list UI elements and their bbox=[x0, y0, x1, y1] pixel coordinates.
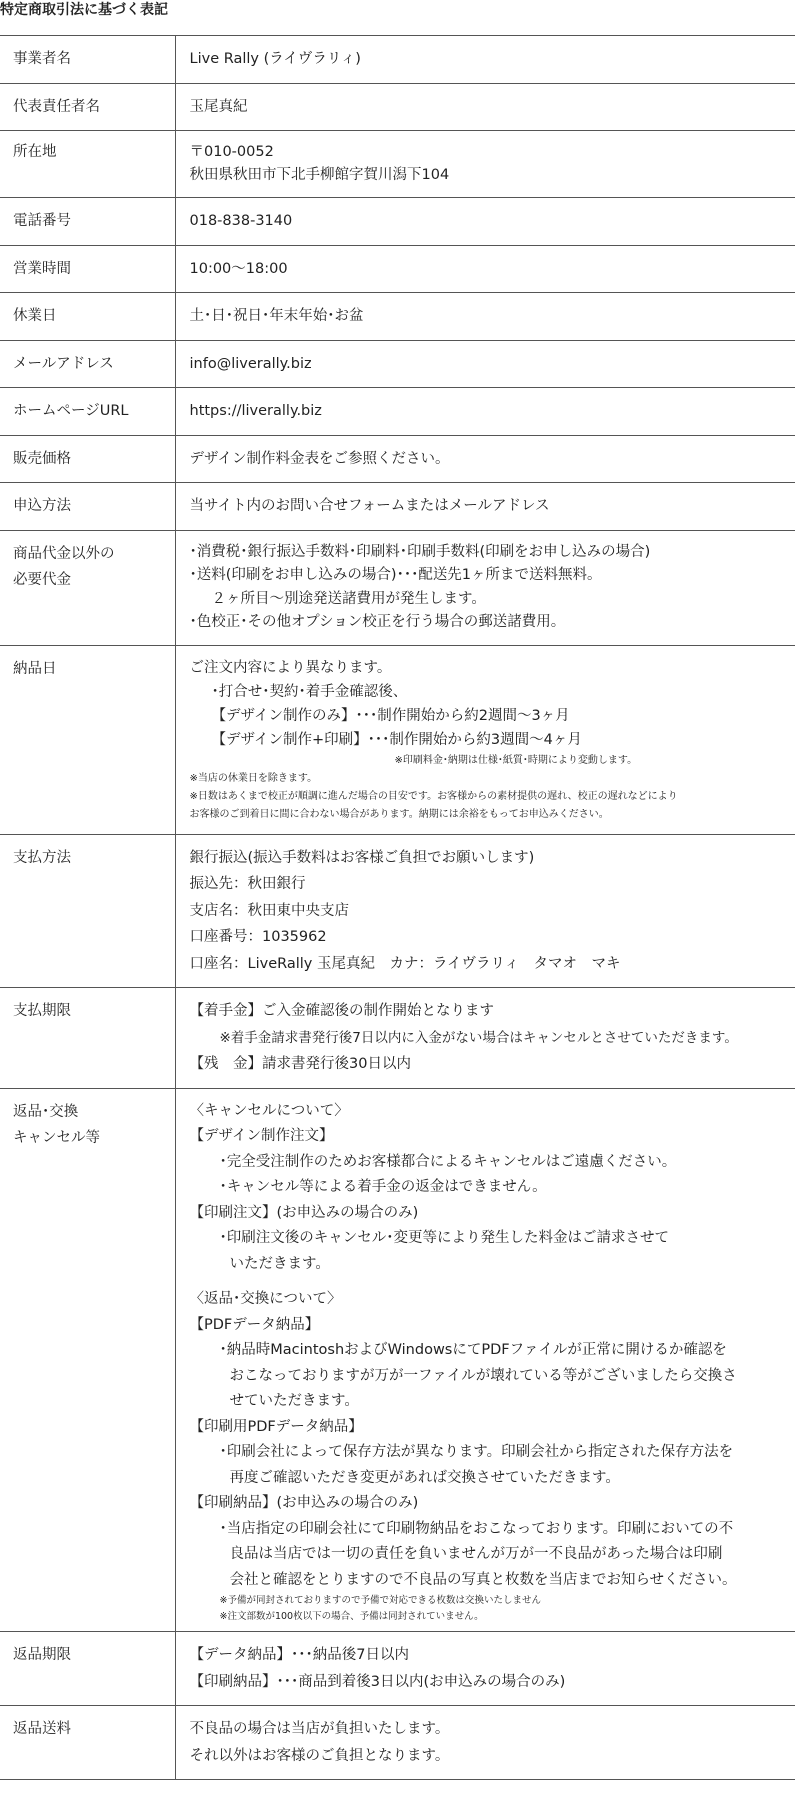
row-phone bbox=[0, 198, 795, 246]
row-value: デザイン制作料金表をご参照ください。 bbox=[189, 450, 450, 467]
row-label: 必要代金 bbox=[13, 572, 71, 588]
row-value: それ以外はお客様のご負担となります。 bbox=[189, 1747, 450, 1764]
row-value: 再度ご確認いただき変更があれば交換させていただきます。 bbox=[229, 1469, 620, 1486]
row-value: 10:00～18:00 bbox=[189, 260, 288, 277]
row-label: 電話番号 bbox=[0, 198, 175, 246]
row-value: ･色校正･その他オプション校正を行う場合の郵送諸費用。 bbox=[189, 614, 566, 630]
row-returns bbox=[0, 1088, 795, 1632]
row-payment bbox=[0, 834, 795, 988]
row-label: 営業時間 bbox=[0, 245, 175, 293]
row-value: 口座名：LiveRally 玉尾真紀 カナ：ライヴラリィ タマオ マキ bbox=[189, 955, 621, 972]
row-value: せていただきます。 bbox=[229, 1393, 359, 1409]
row-value: ご注文内容により異なります。 bbox=[189, 659, 392, 676]
row-business bbox=[0, 36, 795, 84]
row-label: 休業日 bbox=[0, 293, 175, 341]
row-label: 支払方法 bbox=[0, 834, 175, 988]
row-label: ホームページURL bbox=[0, 388, 175, 436]
row-value: ･印刷注文後のキャンセル･変更等により発生した料金はご請求させて bbox=[219, 1230, 669, 1246]
row-value: ･完全受注制作のためお客様都合によるキャンセルはご遠慮ください。 bbox=[219, 1153, 677, 1170]
row-email bbox=[0, 340, 795, 388]
sub-heading: 【印刷用PDFデータ納品】 bbox=[189, 1418, 363, 1435]
complex-rows bbox=[0, 530, 795, 1780]
row-return-deadline bbox=[0, 1632, 795, 1706]
page-title: 特定商取引法に基づく表記 bbox=[0, 2, 168, 18]
row-value: 玉尾真紀 bbox=[189, 98, 248, 115]
row-note: お客様のご到着日に間に合わない場合があります。納期には余裕をもってお申込みください。 bbox=[189, 808, 609, 820]
row-label: 所在地 bbox=[0, 131, 175, 198]
row-holiday bbox=[0, 293, 795, 341]
row-value: 良品は当店では一切の責任を負いませんが万が一不良品があった場合は印刷 bbox=[229, 1546, 723, 1562]
row-label: 納品日 bbox=[0, 645, 175, 834]
row-value: ･キャンセル等による着手金の返金はできません。 bbox=[219, 1179, 547, 1195]
row-hours bbox=[0, 245, 795, 293]
row-price bbox=[0, 435, 795, 483]
sub-heading: 【PDFデータ納品】 bbox=[189, 1316, 320, 1333]
row-value: ･打合せ･契約･着手金確認後、 bbox=[211, 683, 408, 700]
row-value: 〒010-0052 bbox=[189, 144, 274, 160]
row-value: 土･日･祝日･年末年始･お盆 bbox=[189, 308, 364, 324]
row-value: Live Rally (ライヴラリィ) bbox=[189, 51, 361, 67]
legal-notice-table bbox=[0, 35, 795, 1780]
row-value: ･消費税･銀行振込手数料･印刷料･印刷手数料(印刷をお申し込みの場合) bbox=[189, 543, 651, 560]
row-label: 返品期限 bbox=[0, 1632, 175, 1706]
row-note: ※当店の休業日を除きます。 bbox=[189, 772, 318, 784]
row-url bbox=[0, 388, 795, 436]
row-label: 事業者名 bbox=[0, 36, 175, 84]
section-heading: 〈キャンセルについて〉 bbox=[189, 1102, 349, 1119]
row-value: 当サイト内のお問い合せフォームまたはメールアドレス bbox=[189, 498, 550, 514]
row-value: 【デザイン制作のみ】･･･制作開始から約2週間～3ヶ月 bbox=[211, 707, 570, 724]
row-address bbox=[0, 131, 795, 198]
row-value: ･納品時MacintoshおよびWindowsにてPDFファイルが正常に開けるか確認を bbox=[219, 1342, 727, 1358]
row-label: メールアドレス bbox=[0, 340, 175, 388]
row-note: ※印刷料金･納期は仕様･紙質･時期により変動します。 bbox=[394, 754, 638, 766]
row-value: 会社と確認をとりますので不良品の写真と枚数を当店までお知らせください。 bbox=[229, 1571, 737, 1588]
row-value: ２ヶ所目～別途発送諸費用が発生します。 bbox=[211, 590, 486, 607]
row-value: 不良品の場合は当店が負担いたします。 bbox=[189, 1721, 450, 1737]
section-heading: 〈返品･交換について〉 bbox=[189, 1291, 342, 1307]
sub-heading: 【印刷納品】(お申込みの場合のみ) bbox=[189, 1495, 419, 1511]
row-label: 支払期限 bbox=[0, 988, 175, 1089]
row-label: 代表責任者名 bbox=[0, 83, 175, 131]
sub-heading: 【印刷注文】(お申込みの場合のみ) bbox=[189, 1204, 419, 1221]
row-value: 振込先：秋田銀行 bbox=[189, 876, 306, 892]
row-value: ･当店指定の印刷会社にて印刷物納品をおこなっております。印刷においての不 bbox=[219, 1520, 734, 1537]
row-note: ※日数はあくまで校正が順調に進んだ場合の目安です。お客様からの素材提供の遅れ、校正の遅れなどにより bbox=[189, 790, 678, 802]
row-value: info@liverally.biz bbox=[189, 355, 312, 372]
row-value: いただきます。 bbox=[229, 1255, 330, 1272]
row-label: 商品代金以外の bbox=[13, 545, 115, 562]
sub-heading: 【デザイン制作注文】 bbox=[189, 1128, 334, 1144]
row-value: 支店名：秋田東中央支店 bbox=[189, 902, 349, 919]
row-extra-cost bbox=[0, 530, 795, 645]
row-value: ※着手金請求書発行後7日以内に入金がない場合はキャンセルとさせていただきます。 bbox=[219, 1029, 738, 1046]
row-return-shipping bbox=[0, 1706, 795, 1780]
simple-rows bbox=[0, 36, 795, 531]
row-value: 018-838-3140 bbox=[189, 213, 293, 229]
row-label: 販売価格 bbox=[0, 435, 175, 483]
row-value: 【デザイン制作+印刷】･･･制作開始から約3週間～4ヶ月 bbox=[211, 731, 582, 748]
row-value: おこなっておりますが万が一ファイルが壊れている等がございましたら交換さ bbox=[229, 1367, 737, 1384]
row-value: 【印刷納品】･･･商品到着後3日以内(お申込みの場合のみ) bbox=[189, 1673, 566, 1690]
row-delivery bbox=[0, 645, 795, 834]
row-apply bbox=[0, 483, 795, 531]
row-value: 口座番号：1035962 bbox=[189, 929, 327, 945]
row-value: ･送料(印刷をお申し込みの場合)･･･配送先1ヶ所まで送料無料。 bbox=[189, 567, 602, 583]
row-label: キャンセル等 bbox=[13, 1130, 100, 1146]
row-value: 秋田県秋田市下北手柳館字賀川潟下104 bbox=[189, 167, 450, 183]
row-value: 銀行振込(振込手数料はお客様ご負担でお願いします) bbox=[189, 849, 535, 866]
row-rep bbox=[0, 83, 795, 131]
row-label: 返品･交換 bbox=[13, 1103, 79, 1120]
row-value: https://liverally.biz bbox=[189, 403, 322, 419]
row-value: ･印刷会社によって保存方法が異なります。印刷会社から指定された保存方法を bbox=[219, 1444, 734, 1460]
row-label: 返品送料 bbox=[0, 1706, 175, 1780]
row-label: 申込方法 bbox=[0, 483, 175, 531]
row-note: ※注文部数が100枚以下の場合、予備は同封されていません。 bbox=[219, 1611, 484, 1622]
row-note: ※予備が同封されておりますので予備で対応できる枚数は交換いたしません bbox=[219, 1595, 541, 1606]
row-payment-deadline bbox=[0, 988, 795, 1089]
row-value: 【残 金】請求書発行後30日以内 bbox=[189, 1056, 411, 1072]
row-value: 【データ納品】･･･納品後7日以内 bbox=[189, 1647, 409, 1663]
row-value: 【着手金】ご入金確認後の制作開始となります bbox=[189, 1003, 494, 1019]
